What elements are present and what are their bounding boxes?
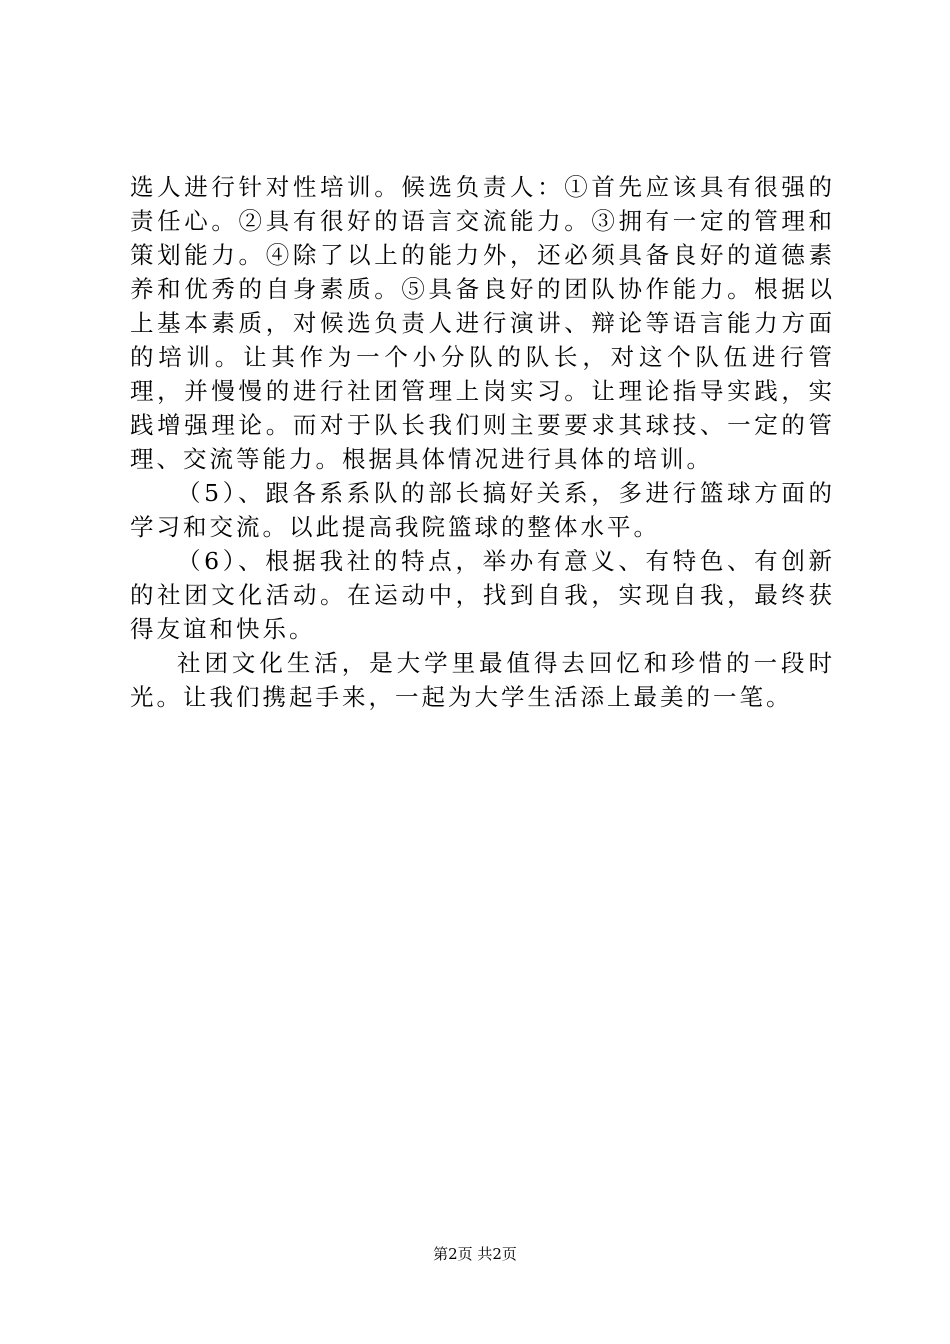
document-body <box>130 170 835 714</box>
paragraph-item-6: （6）、根据我社的特点，举办有意义、有特色、有创新的社团文化活动。在运动中，找到自我，实现自我，最终获得友谊和快乐。 <box>130 547 835 643</box>
page-number-footer: 第2页 共2页 <box>433 1245 517 1263</box>
paragraph-item-5: （5）、跟各系系队的部长搞好关系，多进行篮球方面的学习和交流。以此提高我院篮球的整体水平。 <box>130 479 835 541</box>
paragraph-conclusion: 社团文化生活，是大学里最值得去回忆和珍惜的一段时光。让我们携起手来，一起为大学生活添上最美的一笔。 <box>130 649 835 711</box>
paragraph-training-continued: 选人进行针对性培训。候选负责人：①首先应该具有很强的责任心。②具有很好的语言交流能力。③拥有一定的管理和策划能力。④除了以上的能力外，还必须具备良好的道德素养和优秀的自身素质。⑤具备良好的团队协作能力。根据以上基本素质，对候选负责人进行演讲、辩论等语言能力方面的培训。让其作为一个小分队的队长，对这个队伍进行管理，并慢慢的进行社团管理上岗实习。让理论指导实践，实践增强理论。而对于队长我们则主要要求其球技、一定的管理、交流等能力。根据具体情况进行具体的培训。 <box>130 173 835 473</box>
